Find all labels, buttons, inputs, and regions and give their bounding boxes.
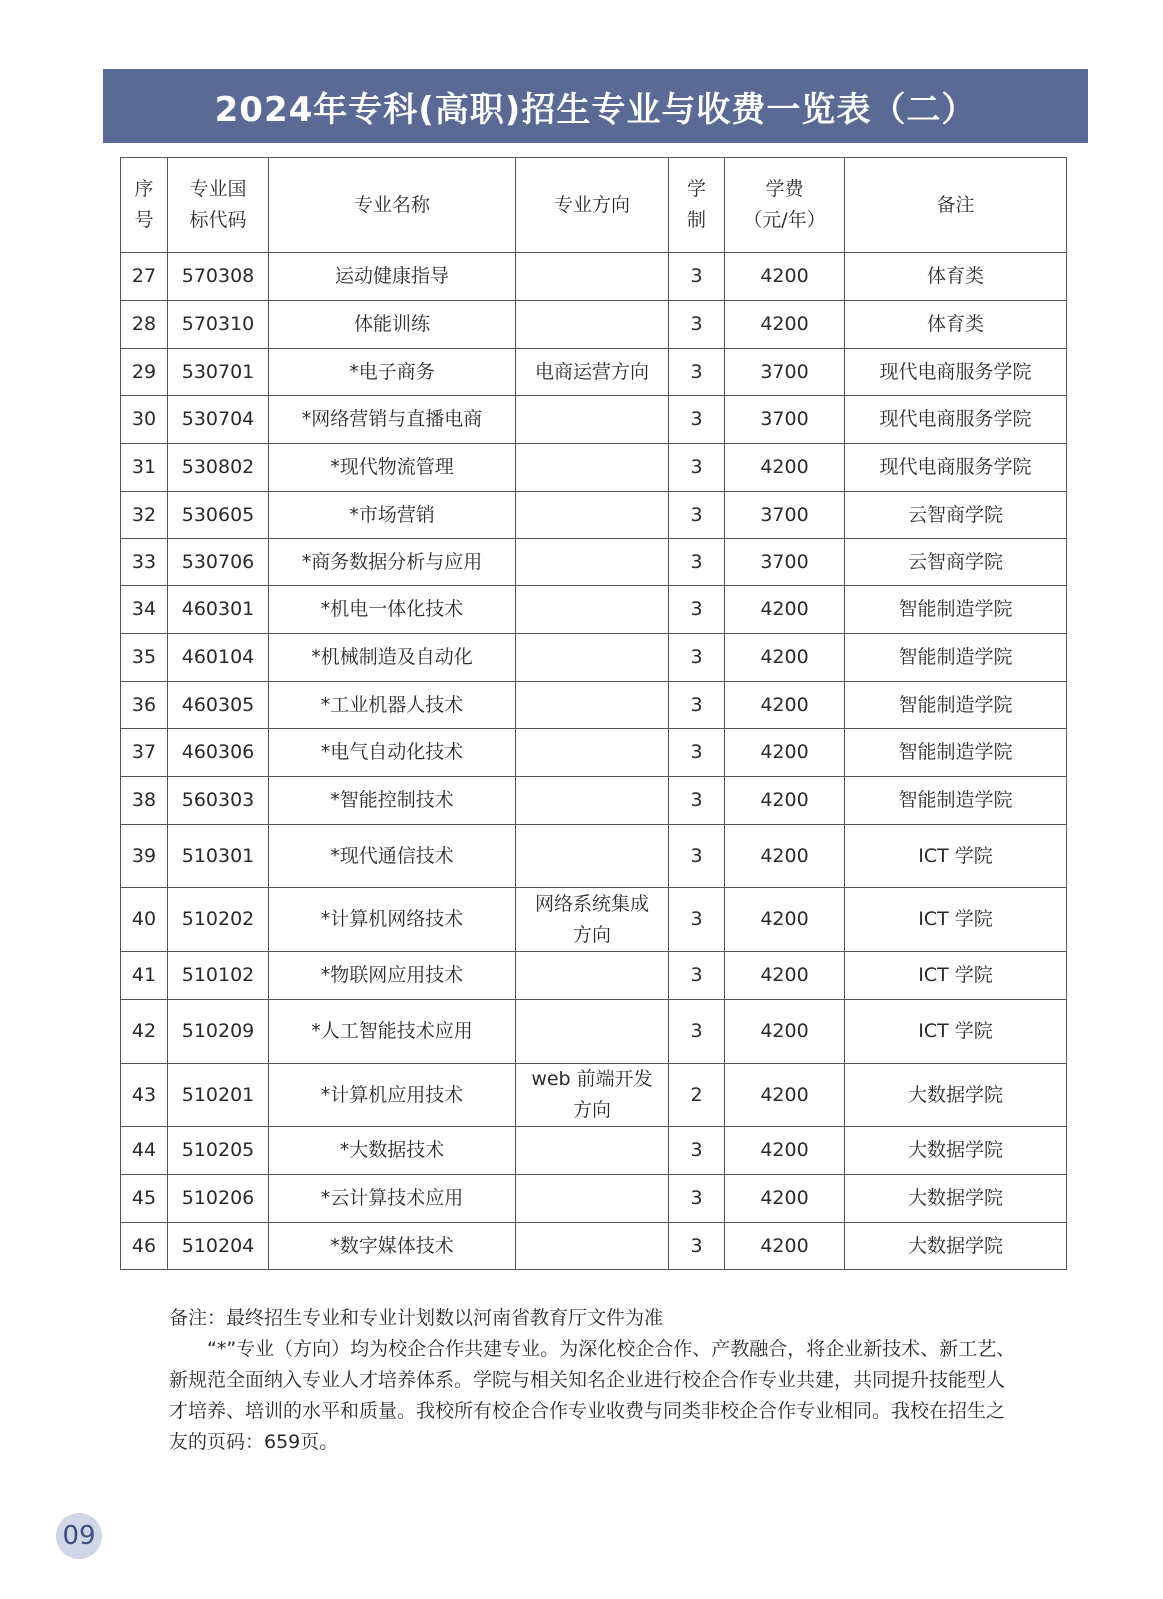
- table-row: [121, 634, 1067, 682]
- cell-name: *电气自动化技术: [269, 729, 516, 777]
- cell-seq: 43: [121, 1064, 168, 1127]
- cell-seq: 41: [121, 952, 168, 1000]
- table-row: [121, 952, 1067, 1000]
- page-title-banner: [103, 69, 1088, 143]
- cell-seq: 36: [121, 682, 168, 729]
- table-row: [121, 1064, 1067, 1127]
- cell-remark: 现代电商服务学院: [845, 396, 1067, 444]
- cell-name: *商务数据分析与应用: [269, 539, 516, 586]
- table-row: [121, 888, 1067, 952]
- cell-remark: 智能制造学院: [845, 777, 1067, 825]
- cell-code: 510209: [168, 1000, 269, 1064]
- cell-remark: 现代电商服务学院: [845, 349, 1067, 396]
- cell-direction: [516, 1175, 669, 1223]
- cell-duration: 3: [669, 301, 725, 349]
- cell-name: *网络营销与直播电商: [269, 396, 516, 444]
- header-direction: 专业方向: [516, 158, 669, 253]
- cell-name: *云计算技术应用: [269, 1175, 516, 1223]
- cell-code: 510102: [168, 952, 269, 1000]
- cell-seq: 31: [121, 444, 168, 492]
- cell-seq: 34: [121, 586, 168, 634]
- cell-remark: 体育类: [845, 301, 1067, 349]
- cell-code: 560303: [168, 777, 269, 825]
- cell-remark: 大数据学院: [845, 1223, 1067, 1270]
- table-row: [121, 253, 1067, 301]
- cell-duration: 3: [669, 1127, 725, 1175]
- cell-code: 510202: [168, 888, 269, 952]
- cell-fee: 3700: [725, 492, 845, 539]
- cell-code: 460305: [168, 682, 269, 729]
- cell-fee: 4200: [725, 1064, 845, 1127]
- cell-direction: [516, 492, 669, 539]
- cell-name: *人工智能技术应用: [269, 1000, 516, 1064]
- cell-remark: 现代电商服务学院: [845, 444, 1067, 492]
- cell-seq: 35: [121, 634, 168, 682]
- cell-seq: 28: [121, 301, 168, 349]
- header-remark: 备注: [845, 158, 1067, 253]
- note-line-1: 备注：最终招生专业和专业计划数以河南省教育厅文件为准: [169, 1307, 664, 1329]
- cell-code: 530704: [168, 396, 269, 444]
- cell-code: 460301: [168, 586, 269, 634]
- table-row: [121, 444, 1067, 492]
- cell-direction: [516, 825, 669, 888]
- cell-seq: 44: [121, 1127, 168, 1175]
- cell-seq: 33: [121, 539, 168, 586]
- table-row: [121, 349, 1067, 396]
- cell-code: 570310: [168, 301, 269, 349]
- cell-duration: 3: [669, 682, 725, 729]
- cell-fee: 4200: [725, 444, 845, 492]
- cell-remark: 大数据学院: [845, 1064, 1067, 1127]
- cell-duration: 3: [669, 492, 725, 539]
- cell-fee: 4200: [725, 634, 845, 682]
- cell-fee: 4200: [725, 888, 845, 952]
- cell-code: 510206: [168, 1175, 269, 1223]
- cell-direction: [516, 1127, 669, 1175]
- cell-duration: 3: [669, 1175, 725, 1223]
- cell-remark: 大数据学院: [845, 1175, 1067, 1223]
- cell-direction: [516, 777, 669, 825]
- cell-duration: 3: [669, 539, 725, 586]
- cell-fee: 4200: [725, 1127, 845, 1175]
- table-row: [121, 729, 1067, 777]
- cell-seq: 32: [121, 492, 168, 539]
- table-row: [121, 1000, 1067, 1064]
- cell-seq: 38: [121, 777, 168, 825]
- cell-code: 510205: [168, 1127, 269, 1175]
- cell-code: 530605: [168, 492, 269, 539]
- cell-name: *现代物流管理: [269, 444, 516, 492]
- cell-duration: 3: [669, 825, 725, 888]
- cell-name: 运动健康指导: [269, 253, 516, 301]
- cell-direction: [516, 1223, 669, 1270]
- cell-remark: ICT 学院: [845, 952, 1067, 1000]
- cell-direction: web 前端开发 方向: [516, 1064, 669, 1127]
- cell-seq: 39: [121, 825, 168, 888]
- cell-direction: [516, 682, 669, 729]
- page-number: 09: [62, 1521, 96, 1551]
- table-row: [121, 777, 1067, 825]
- cell-remark: 智能制造学院: [845, 586, 1067, 634]
- cell-duration: 3: [669, 634, 725, 682]
- cell-remark: 体育类: [845, 253, 1067, 301]
- cell-fee: 4200: [725, 1175, 845, 1223]
- cell-duration: 3: [669, 253, 725, 301]
- cell-remark: 智能制造学院: [845, 729, 1067, 777]
- table-row: [121, 586, 1067, 634]
- cell-code: 530802: [168, 444, 269, 492]
- page-title: 2024年专科(高职)招生专业与收费一览表（二）: [214, 89, 977, 130]
- cell-direction: [516, 952, 669, 1000]
- cell-remark: 云智商学院: [845, 492, 1067, 539]
- cell-seq: 37: [121, 729, 168, 777]
- cell-code: 460306: [168, 729, 269, 777]
- cell-fee: 3700: [725, 539, 845, 586]
- cell-direction: [516, 729, 669, 777]
- cell-direction: [516, 586, 669, 634]
- cell-duration: 3: [669, 729, 725, 777]
- majors-fee-table: [120, 157, 1067, 1270]
- cell-name: *大数据技术: [269, 1127, 516, 1175]
- table-header-row: [121, 158, 1067, 253]
- cell-duration: 3: [669, 888, 725, 952]
- header-code: 专业国 标代码: [168, 158, 269, 253]
- cell-seq: 42: [121, 1000, 168, 1064]
- cell-fee: 4200: [725, 825, 845, 888]
- cell-name: *智能控制技术: [269, 777, 516, 825]
- cell-name: *市场营销: [269, 492, 516, 539]
- cell-direction: [516, 1000, 669, 1064]
- cell-name: *计算机网络技术: [269, 888, 516, 952]
- cell-remark: 智能制造学院: [845, 634, 1067, 682]
- table-row: [121, 1223, 1067, 1270]
- cell-code: 460104: [168, 634, 269, 682]
- table-row: [121, 301, 1067, 349]
- header-fee: 学费 （元/年）: [725, 158, 845, 253]
- cell-seq: 45: [121, 1175, 168, 1223]
- table-row: [121, 825, 1067, 888]
- cell-fee: 4200: [725, 253, 845, 301]
- cell-name: 体能训练: [269, 301, 516, 349]
- table-row: [121, 492, 1067, 539]
- cell-name: *现代通信技术: [269, 825, 516, 888]
- cell-remark: ICT 学院: [845, 888, 1067, 952]
- cell-code: 510301: [168, 825, 269, 888]
- cell-code: 570308: [168, 253, 269, 301]
- table-row: [121, 1175, 1067, 1223]
- cell-seq: 29: [121, 349, 168, 396]
- cell-fee: 4200: [725, 729, 845, 777]
- table-row: [121, 539, 1067, 586]
- cell-remark: 大数据学院: [845, 1127, 1067, 1175]
- cell-direction: 电商运营方向: [516, 349, 669, 396]
- cell-fee: 3700: [725, 349, 845, 396]
- cell-duration: 2: [669, 1064, 725, 1127]
- cell-duration: 3: [669, 396, 725, 444]
- cell-remark: ICT 学院: [845, 825, 1067, 888]
- cell-duration: 3: [669, 349, 725, 396]
- cell-name: *电子商务: [269, 349, 516, 396]
- cell-seq: 27: [121, 253, 168, 301]
- table-row: [121, 396, 1067, 444]
- cell-fee: 4200: [725, 952, 845, 1000]
- cell-seq: 40: [121, 888, 168, 952]
- cell-code: 510204: [168, 1223, 269, 1270]
- cell-seq: 46: [121, 1223, 168, 1270]
- header-name: 专业名称: [269, 158, 516, 253]
- table-row: [121, 682, 1067, 729]
- cell-name: *计算机应用技术: [269, 1064, 516, 1127]
- cell-code: 510201: [168, 1064, 269, 1127]
- cell-fee: 4200: [725, 586, 845, 634]
- cell-duration: 3: [669, 777, 725, 825]
- cell-fee: 4200: [725, 1000, 845, 1064]
- table-row: [121, 1127, 1067, 1175]
- header-seq: 序 号: [121, 158, 168, 253]
- cell-remark: 智能制造学院: [845, 682, 1067, 729]
- cell-direction: [516, 539, 669, 586]
- cell-remark: 云智商学院: [845, 539, 1067, 586]
- cell-direction: [516, 396, 669, 444]
- cell-duration: 3: [669, 1223, 725, 1270]
- cell-duration: 3: [669, 444, 725, 492]
- cell-seq: 30: [121, 396, 168, 444]
- cell-fee: 4200: [725, 682, 845, 729]
- note-paragraph: “*”专业（方向）均为校企合作共建专业。为深化校企合作、产教融合，将企业新技术、新工艺、新规范全面纳入专业人才培养体系。学院与相关知名企业进行校企合作专业共建，共同提升技能型人才培养、培训的水平和质量。我校所有校企合作专业收费与同类非校企合作专业相同。我校在招生之友的页码：659页。: [169, 1338, 1016, 1453]
- header-duration: 学 制: [669, 158, 725, 253]
- cell-duration: 3: [669, 952, 725, 1000]
- cell-remark: ICT 学院: [845, 1000, 1067, 1064]
- cell-name: *机电一体化技术: [269, 586, 516, 634]
- cell-name: *机械制造及自动化: [269, 634, 516, 682]
- cell-name: *数字媒体技术: [269, 1223, 516, 1270]
- cell-direction: [516, 253, 669, 301]
- cell-direction: [516, 444, 669, 492]
- footnotes: [169, 1303, 1019, 1458]
- cell-direction: 网络系统集成 方向: [516, 888, 669, 952]
- cell-duration: 3: [669, 1000, 725, 1064]
- cell-fee: 4200: [725, 1223, 845, 1270]
- cell-fee: 4200: [725, 777, 845, 825]
- cell-code: 530701: [168, 349, 269, 396]
- cell-fee: 4200: [725, 301, 845, 349]
- cell-direction: [516, 634, 669, 682]
- cell-direction: [516, 301, 669, 349]
- cell-code: 530706: [168, 539, 269, 586]
- cell-name: *物联网应用技术: [269, 952, 516, 1000]
- cell-duration: 3: [669, 586, 725, 634]
- cell-fee: 3700: [725, 396, 845, 444]
- cell-name: *工业机器人技术: [269, 682, 516, 729]
- page-number-badge: [56, 1513, 102, 1559]
